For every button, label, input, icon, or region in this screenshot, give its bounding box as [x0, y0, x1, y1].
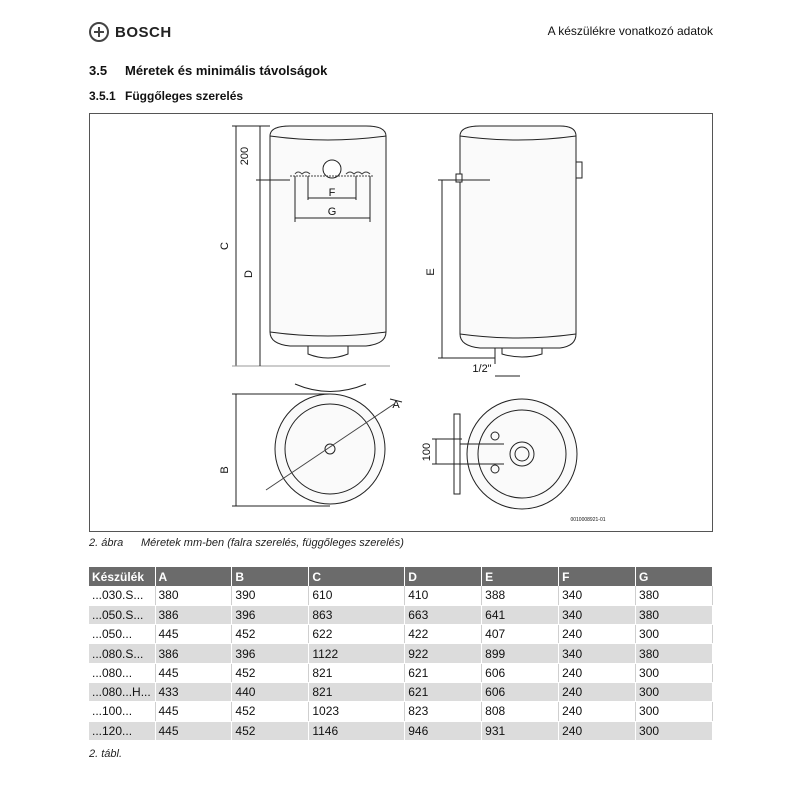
- value-cell: 445: [155, 721, 232, 740]
- value-cell: 390: [232, 586, 309, 605]
- table-header-row: [89, 567, 713, 586]
- bosch-armature-icon: [89, 22, 109, 42]
- device-cell: ...100...: [89, 702, 155, 721]
- value-cell: 380: [155, 586, 232, 605]
- value-cell: 808: [482, 702, 559, 721]
- value-cell: 300: [636, 663, 713, 682]
- col-header-g: G: [636, 567, 713, 586]
- figure-caption-text: Méretek mm-ben (falra szerelés, függőleges szerelés): [141, 537, 404, 549]
- table-row: [89, 625, 713, 644]
- value-cell: 300: [636, 702, 713, 721]
- table-row: [89, 586, 713, 605]
- device-cell: ...050...: [89, 625, 155, 644]
- water-heater-drawing: [90, 114, 714, 533]
- chapter-title: A készülékre vonatkozó adatok: [547, 24, 713, 38]
- value-cell: 621: [405, 663, 482, 682]
- value-cell: 240: [559, 702, 636, 721]
- value-cell: 433: [155, 682, 232, 701]
- value-cell: 1122: [309, 644, 405, 663]
- section-heading: [89, 63, 327, 78]
- value-cell: 407: [482, 625, 559, 644]
- device-cell: ...120...: [89, 721, 155, 740]
- dimensions-table: [89, 567, 713, 741]
- front-view: [232, 126, 390, 392]
- value-cell: 931: [482, 721, 559, 740]
- value-cell: 240: [559, 663, 636, 682]
- value-cell: 922: [405, 644, 482, 663]
- value-cell: 445: [155, 663, 232, 682]
- value-cell: 380: [636, 644, 713, 663]
- value-cell: 946: [405, 721, 482, 740]
- section-title: Méretek és minimális távolságok: [125, 63, 328, 78]
- bottom-view: [432, 399, 577, 509]
- value-cell: 1023: [309, 702, 405, 721]
- value-cell: 899: [482, 644, 559, 663]
- value-cell: 606: [482, 682, 559, 701]
- table-row: [89, 702, 713, 721]
- value-cell: 240: [559, 682, 636, 701]
- figure-number: 2. ábra: [89, 537, 124, 549]
- device-cell: ...030.S...: [89, 586, 155, 605]
- col-header-a: A: [155, 567, 232, 586]
- value-cell: 452: [232, 663, 309, 682]
- value-cell: 821: [309, 682, 405, 701]
- col-header-device: Készülék: [89, 567, 155, 586]
- dim-200-label: 200: [239, 146, 251, 166]
- dim-half-inch-label: 1/2": [472, 363, 492, 375]
- value-cell: 240: [559, 721, 636, 740]
- value-cell: 1146: [309, 721, 405, 740]
- figure-code: 0010008921-01: [570, 517, 606, 523]
- dimension-figure: [89, 113, 713, 532]
- col-header-f: F: [559, 567, 636, 586]
- dim-e-label: E: [425, 268, 437, 276]
- value-cell: 663: [405, 605, 482, 624]
- subsection-number: 3.5.1: [89, 89, 116, 103]
- value-cell: 440: [232, 682, 309, 701]
- table-row: [89, 605, 713, 624]
- value-cell: 821: [309, 663, 405, 682]
- table-row: [89, 682, 713, 701]
- value-cell: 396: [232, 644, 309, 663]
- subsection-title: Függőleges szerelés: [125, 89, 244, 103]
- value-cell: 863: [309, 605, 405, 624]
- col-header-e: E: [482, 567, 559, 586]
- device-cell: ...080...: [89, 663, 155, 682]
- value-cell: 641: [482, 605, 559, 624]
- dim-100-label: 100: [421, 442, 433, 462]
- dim-c-label: C: [219, 242, 231, 250]
- top-view: [232, 394, 402, 506]
- value-cell: 610: [309, 586, 405, 605]
- value-cell: 410: [405, 586, 482, 605]
- brand-name: BOSCH: [115, 23, 172, 41]
- value-cell: 340: [559, 644, 636, 663]
- value-cell: 445: [155, 702, 232, 721]
- value-cell: 452: [232, 702, 309, 721]
- table-row: [89, 721, 713, 740]
- side-view: [438, 126, 582, 376]
- value-cell: 386: [155, 644, 232, 663]
- value-cell: 396: [232, 605, 309, 624]
- value-cell: 621: [405, 682, 482, 701]
- value-cell: 823: [405, 702, 482, 721]
- dim-a-label: A: [392, 399, 400, 411]
- value-cell: 622: [309, 625, 405, 644]
- table-row: [89, 644, 713, 663]
- value-cell: 300: [636, 682, 713, 701]
- value-cell: 445: [155, 625, 232, 644]
- value-cell: 386: [155, 605, 232, 624]
- subsection-heading: [89, 89, 243, 103]
- dim-f-label: F: [328, 187, 336, 199]
- value-cell: 422: [405, 625, 482, 644]
- dim-g-label: G: [327, 206, 337, 218]
- device-cell: ...080...H...: [89, 682, 155, 701]
- col-header-c: C: [309, 567, 405, 586]
- device-cell: ...080.S...: [89, 644, 155, 663]
- value-cell: 240: [559, 625, 636, 644]
- value-cell: 606: [482, 663, 559, 682]
- value-cell: 388: [482, 586, 559, 605]
- dim-b-label: B: [219, 466, 231, 474]
- table-row: [89, 663, 713, 682]
- col-header-b: B: [232, 567, 309, 586]
- device-cell: ...050.S...: [89, 605, 155, 624]
- section-number: 3.5: [89, 63, 108, 78]
- value-cell: 300: [636, 721, 713, 740]
- figure-caption: [89, 537, 404, 549]
- value-cell: 452: [232, 625, 309, 644]
- table-caption: 2. tábl.: [89, 748, 123, 760]
- value-cell: 452: [232, 721, 309, 740]
- col-header-d: D: [405, 567, 482, 586]
- value-cell: 380: [636, 586, 713, 605]
- value-cell: 300: [636, 625, 713, 644]
- dim-d-label: D: [243, 270, 255, 278]
- value-cell: 340: [559, 605, 636, 624]
- value-cell: 380: [636, 605, 713, 624]
- bosch-logo: [89, 20, 175, 44]
- value-cell: 340: [559, 586, 636, 605]
